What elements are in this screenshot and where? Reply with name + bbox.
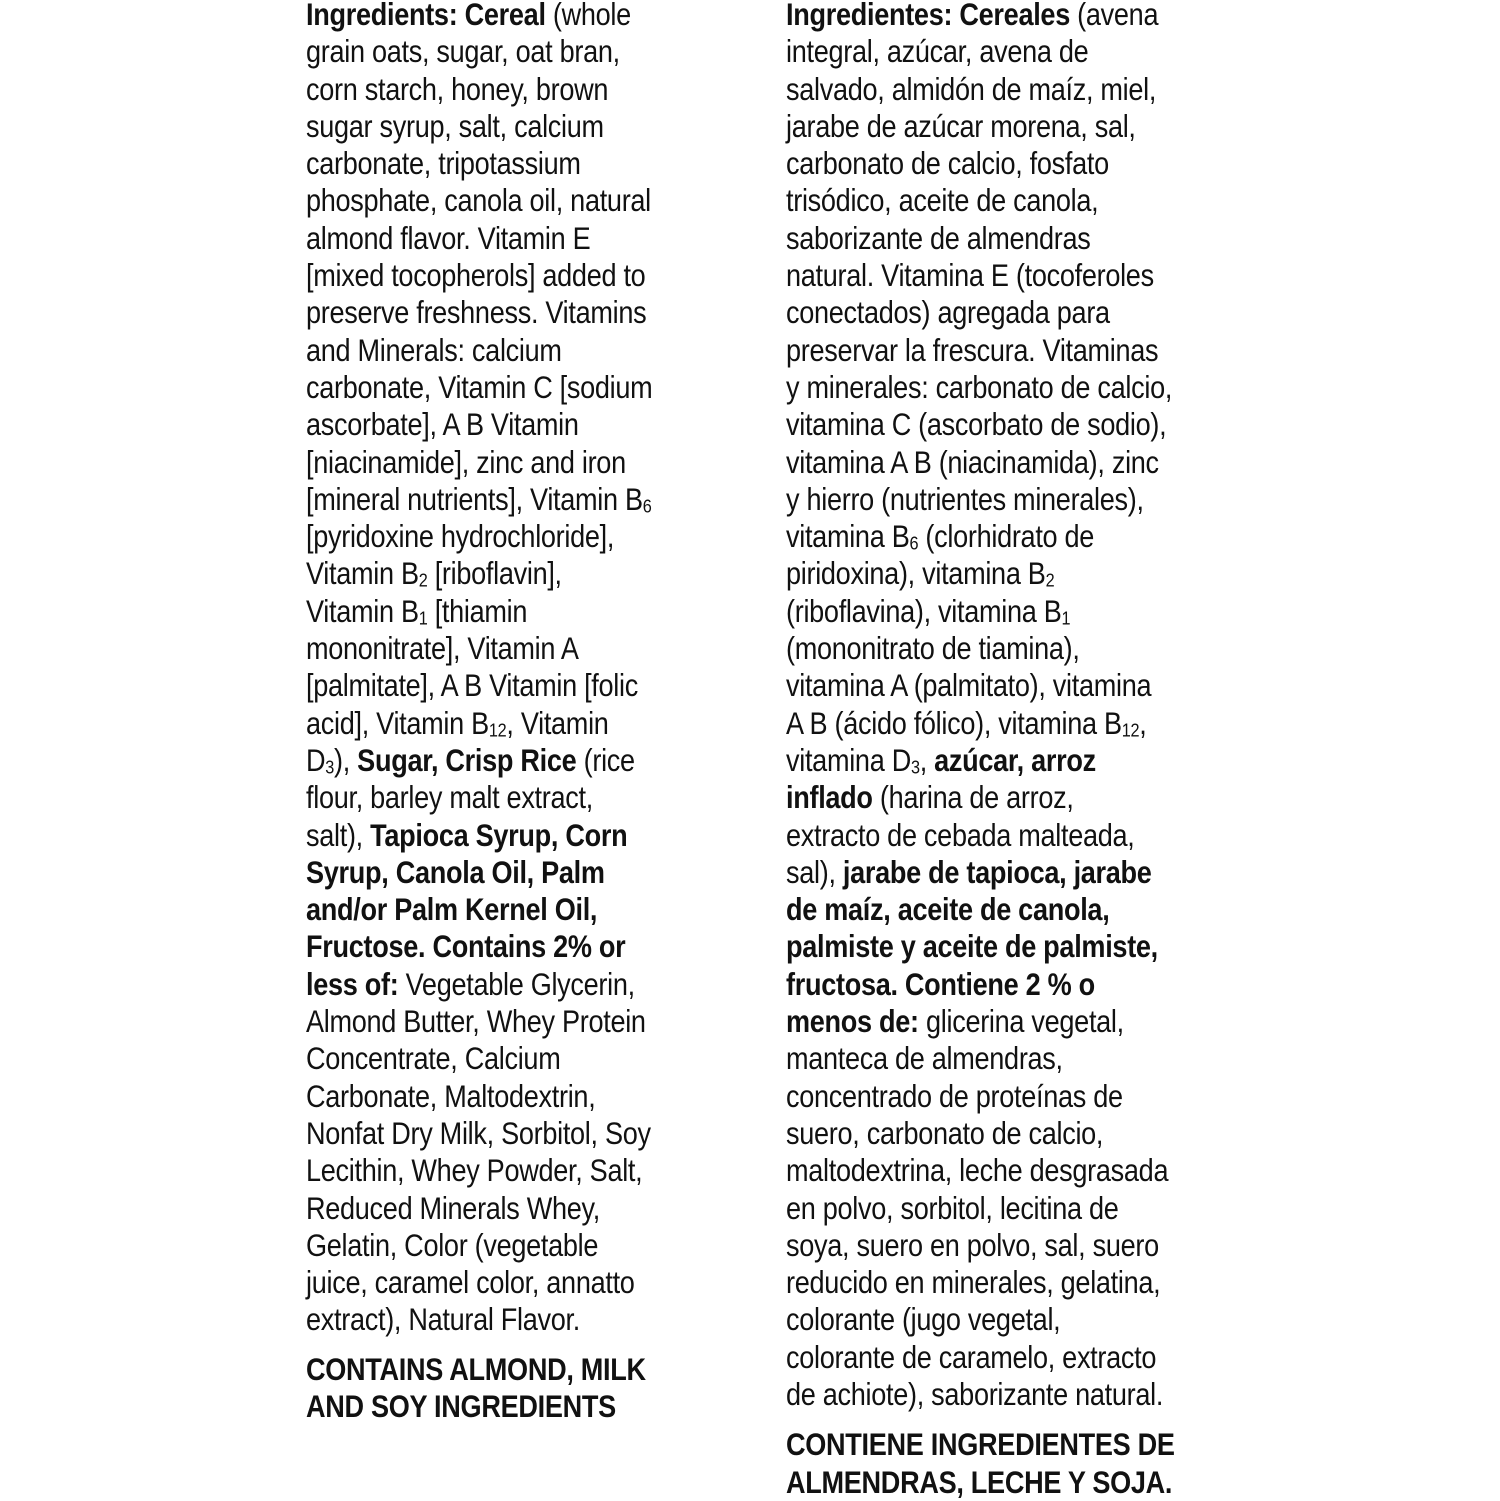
ingredient-line xyxy=(306,630,723,667)
ingredient-line xyxy=(306,817,723,854)
bold-ingredient-text: palmiste y aceite de palmiste, xyxy=(786,928,1158,965)
ingredient-text: almond flavor. Vitamin E xyxy=(306,219,591,256)
ingredient-text: suero, carbonato de calcio, xyxy=(786,1114,1104,1151)
ingredient-line xyxy=(786,742,1203,779)
bold-ingredient-text: and/or Palm Kernel Oil, xyxy=(306,891,598,928)
bold-ingredient-text: jarabe de tapioca, jarabe xyxy=(842,853,1152,890)
subscript-text: 1 xyxy=(1061,608,1071,630)
ingredient-line xyxy=(786,145,1203,182)
ingredient-text: [mixed tocopherols] added to xyxy=(306,257,646,294)
english-ingredient-lines xyxy=(306,0,723,1339)
ingredient-text: sal), xyxy=(786,853,843,890)
ingredient-line xyxy=(786,332,1203,369)
ingredient-line xyxy=(786,294,1203,331)
ingredient-text: [thiamin xyxy=(427,592,528,629)
ingredient-line xyxy=(306,1040,723,1077)
ingredient-line xyxy=(786,444,1203,481)
ingredient-line xyxy=(786,33,1203,70)
ingredient-text: en polvo, sorbitol, lecitina de xyxy=(786,1189,1119,1226)
ingredient-line xyxy=(306,705,723,742)
ingredient-line xyxy=(786,1190,1203,1227)
ingredient-line xyxy=(306,518,723,555)
ingredient-line xyxy=(786,1339,1203,1376)
ingredient-text: Reduced Minerals Whey, xyxy=(306,1189,601,1226)
spanish-allergen-line-2: ALMENDRAS, LECHE Y SOJA. xyxy=(786,1463,1173,1500)
ingredient-line xyxy=(306,779,723,816)
bold-ingredient-text: Ingredientes: Cereales xyxy=(786,0,1070,32)
ingredient-text: (rice xyxy=(576,741,635,778)
bold-ingredient-text: fructosa. Contiene 2 % o xyxy=(786,965,1095,1002)
ingredient-text: manteca de almendras, xyxy=(786,1040,1063,1077)
ingredient-text: extract), Natural Flavor. xyxy=(306,1301,581,1338)
ingredient-text: vitamina C (ascorbato de sodio), xyxy=(786,406,1167,443)
bold-ingredient-text: de maíz, aceite de canola, xyxy=(786,891,1110,928)
ingredient-line xyxy=(306,1078,723,1115)
ingredient-line xyxy=(306,71,723,108)
subscript-text: 2 xyxy=(1045,570,1055,592)
ingredient-line xyxy=(786,817,1203,854)
ingredient-line xyxy=(306,257,723,294)
ingredient-text: mononitrate], Vitamin A xyxy=(306,630,579,667)
ingredient-line xyxy=(306,332,723,369)
ingredient-line xyxy=(306,0,723,33)
ingredient-line xyxy=(786,1301,1203,1338)
ingredient-line xyxy=(786,0,1203,33)
ingredient-line xyxy=(306,593,723,630)
ingredient-text: Vegetable Glycerin, xyxy=(398,965,635,1002)
english-allergen-line-1: CONTAINS ALMOND, MILK xyxy=(306,1350,646,1387)
ingredient-text: piridoxina), vitamina B xyxy=(786,555,1046,592)
ingredient-line xyxy=(306,33,723,70)
ingredient-text: (harina de arroz, xyxy=(872,779,1074,816)
ingredient-text: preservar la frescura. Vitaminas xyxy=(786,331,1159,368)
ingredient-line xyxy=(786,1078,1203,1115)
ingredient-text: , xyxy=(1139,704,1147,741)
ingredient-line xyxy=(786,1376,1203,1413)
bold-ingredient-text: less of: xyxy=(306,965,399,1002)
bold-ingredient-text: Syrup, Canola Oil, Palm xyxy=(306,853,605,890)
ingredient-text: vitamina A B (niacinamida), zinc xyxy=(786,443,1159,480)
ingredient-text: grain oats, sugar, oat bran, xyxy=(306,33,620,70)
ingredient-text: maltodextrina, leche desgrasada xyxy=(786,1152,1169,1189)
ingredient-text: Nonfat Dry Milk, Sorbitol, Soy xyxy=(306,1114,651,1151)
bold-ingredient-text: Sugar, Crisp Rice xyxy=(357,741,577,778)
ingredient-line xyxy=(306,108,723,145)
ingredient-text: (clorhidrato de xyxy=(918,518,1095,555)
spanish-section-gap xyxy=(786,1413,1203,1426)
ingredient-line xyxy=(786,928,1203,965)
english-section-gap xyxy=(306,1339,723,1351)
ingredient-line xyxy=(786,891,1203,928)
english-ingredients-column xyxy=(306,0,723,1425)
ingredient-text: natural. Vitamina E (tocoferoles xyxy=(786,257,1154,294)
ingredient-text: , xyxy=(919,741,935,778)
ingredient-text: (riboflavina), vitamina B xyxy=(786,592,1062,629)
ingredient-text: juice, caramel color, annatto xyxy=(306,1264,635,1301)
ingredient-text: colorante de caramelo, extracto xyxy=(786,1338,1157,1375)
ingredient-line xyxy=(786,220,1203,257)
ingredient-text: extracto de cebada malteada, xyxy=(786,816,1135,853)
ingredient-text: trisódico, aceite de canola, xyxy=(786,182,1099,219)
ingredient-text: carbonate, Vitamin C [sodium xyxy=(306,368,653,405)
spanish-ingredient-lines xyxy=(786,0,1203,1413)
ingredient-line xyxy=(306,1115,723,1152)
ingredient-line xyxy=(306,369,723,406)
ingredient-line xyxy=(306,481,723,518)
ingredient-text: Lecithin, Whey Powder, Salt, xyxy=(306,1152,643,1189)
ingredient-text: saborizante de almendras xyxy=(786,219,1091,256)
ingredient-text: and Minerals: calcium xyxy=(306,331,562,368)
ingredient-text: flour, barley malt extract, xyxy=(306,779,593,816)
ingredient-text: y hierro (nutrientes minerales), xyxy=(786,480,1144,517)
ingredient-line xyxy=(786,1227,1203,1264)
subscript-text: 6 xyxy=(909,533,919,555)
ingredient-line xyxy=(306,928,723,965)
ingredient-text: [mineral nutrients], Vitamin B xyxy=(306,480,643,517)
subscript-text: 2 xyxy=(418,570,428,592)
ingredient-text: carbonato de calcio, fosfato xyxy=(786,145,1109,182)
ingredient-line xyxy=(786,705,1203,742)
ingredient-text: Almond Butter, Whey Protein xyxy=(306,1003,646,1040)
bold-ingredient-text: inflado xyxy=(786,779,873,816)
ingredient-text: (avena xyxy=(1069,0,1159,32)
ingredient-text: Concentrate, Calcium xyxy=(306,1040,561,1077)
ingredient-line xyxy=(306,1227,723,1264)
bold-ingredient-text: Ingredients: Cereal xyxy=(306,0,546,32)
ingredient-text: A B (ácido fólico), vitamina B xyxy=(786,704,1122,741)
ingredient-line xyxy=(306,1003,723,1040)
ingredient-text: salt), xyxy=(306,816,371,853)
ingredient-text: colorante (jugo vegetal, xyxy=(786,1301,1061,1338)
subscript-text: 1 xyxy=(418,608,428,630)
subscript-text: 3 xyxy=(325,757,335,779)
ingredient-line xyxy=(786,518,1203,555)
ingredient-line xyxy=(306,555,723,592)
ingredient-text: [niacinamide], zinc and iron xyxy=(306,443,626,480)
ingredient-line xyxy=(306,667,723,704)
ingredient-text: de achiote), saborizante natural. xyxy=(786,1375,1164,1412)
ingredient-line xyxy=(306,220,723,257)
ingredient-line xyxy=(786,406,1203,443)
english-allergen-line-2: AND SOY INGREDIENTS xyxy=(306,1387,616,1424)
ingredient-text: Carbonate, Maltodextrin, xyxy=(306,1077,596,1114)
subscript-text: 3 xyxy=(910,757,920,779)
ingredient-text: reducido en minerales, gelatina, xyxy=(786,1264,1161,1301)
ingredient-line xyxy=(786,481,1203,518)
ingredient-text: [palmitate], A B Vitamin [folic xyxy=(306,667,638,704)
ingredient-text: ), xyxy=(334,741,358,778)
ingredient-line xyxy=(306,145,723,182)
ingredient-text: Vitamin B xyxy=(306,592,419,629)
ingredient-text: glicerina vegetal, xyxy=(918,1003,1124,1040)
ingredient-line xyxy=(306,444,723,481)
bold-ingredient-text: Tapioca Syrup, Corn xyxy=(370,816,628,853)
subscript-text: 12 xyxy=(1121,719,1140,741)
ingredient-line xyxy=(306,182,723,219)
bold-ingredient-text: menos de: xyxy=(786,1003,919,1040)
ingredient-line xyxy=(786,182,1203,219)
ingredient-line xyxy=(306,406,723,443)
ingredient-text: carbonate, tripotassium xyxy=(306,145,581,182)
ingredient-line xyxy=(306,1190,723,1227)
ingredient-text: [riboflavin], xyxy=(427,555,562,592)
ingredient-line xyxy=(786,1264,1203,1301)
ingredient-text: (mononitrato de tiamina), xyxy=(786,630,1080,667)
ingredient-text: ascorbate], A B Vitamin xyxy=(306,406,579,443)
ingredient-text: (whole xyxy=(545,0,631,32)
ingredient-line xyxy=(306,742,723,779)
ingredient-text: soya, suero en polvo, sal, suero xyxy=(786,1226,1159,1263)
ingredient-text: vitamina B xyxy=(786,518,910,555)
ingredient-line xyxy=(786,966,1203,1003)
ingredient-line xyxy=(306,1301,723,1338)
ingredient-line xyxy=(306,854,723,891)
bold-ingredient-text: Fructose. Contains 2% or xyxy=(306,928,626,965)
ingredient-text: Vitamin B xyxy=(306,555,419,592)
ingredient-text: [pyridoxine hydrochloride], xyxy=(306,518,615,555)
ingredient-line xyxy=(306,1264,723,1301)
ingredient-line xyxy=(786,593,1203,630)
ingredient-line xyxy=(306,966,723,1003)
ingredient-line xyxy=(306,891,723,928)
ingredient-text: jarabe de azúcar morena, sal, xyxy=(786,107,1136,144)
ingredient-text: sugar syrup, salt, calcium xyxy=(306,107,604,144)
ingredient-line xyxy=(786,1003,1203,1040)
ingredient-line xyxy=(786,1040,1203,1077)
ingredient-line xyxy=(786,779,1203,816)
spanish-ingredients-column xyxy=(786,0,1203,1501)
subscript-text: 6 xyxy=(642,496,652,518)
ingredient-text: y minerales: carbonato de calcio, xyxy=(786,368,1173,405)
ingredient-line xyxy=(786,108,1203,145)
ingredient-line xyxy=(786,257,1203,294)
spanish-allergen-line-1: CONTIENE INGREDIENTES DE xyxy=(786,1426,1175,1463)
ingredient-text: preserve freshness. Vitamins xyxy=(306,294,647,331)
ingredient-text: phosphate, canola oil, natural xyxy=(306,182,651,219)
ingredient-text: Gelatin, Color (vegetable xyxy=(306,1226,599,1263)
ingredient-line xyxy=(786,667,1203,704)
ingredient-line xyxy=(306,1152,723,1189)
ingredient-text: vitamina D xyxy=(786,741,911,778)
ingredient-text: conectados) agregada para xyxy=(786,294,1110,331)
ingredient-line xyxy=(786,1152,1203,1189)
ingredient-text: concentrado de proteínas de xyxy=(786,1077,1123,1114)
ingredient-line xyxy=(786,1115,1203,1152)
ingredient-line xyxy=(786,71,1203,108)
ingredient-line xyxy=(786,854,1203,891)
subscript-text: 12 xyxy=(488,719,507,741)
ingredient-text: acid], Vitamin B xyxy=(306,704,489,741)
ingredient-text: salvado, almidón de maíz, miel, xyxy=(786,70,1157,107)
ingredient-text: corn starch, honey, brown xyxy=(306,70,609,107)
ingredient-line xyxy=(786,555,1203,592)
ingredient-line xyxy=(786,369,1203,406)
ingredient-text: D xyxy=(306,741,326,778)
ingredient-line xyxy=(786,630,1203,667)
ingredient-text: integral, azúcar, avena de xyxy=(786,33,1089,70)
bold-ingredient-text: azúcar, arroz xyxy=(934,741,1096,778)
ingredient-text: vitamina A (palmitato), vitamina xyxy=(786,667,1152,704)
ingredient-text: , Vitamin xyxy=(506,704,609,741)
ingredient-line xyxy=(306,294,723,331)
